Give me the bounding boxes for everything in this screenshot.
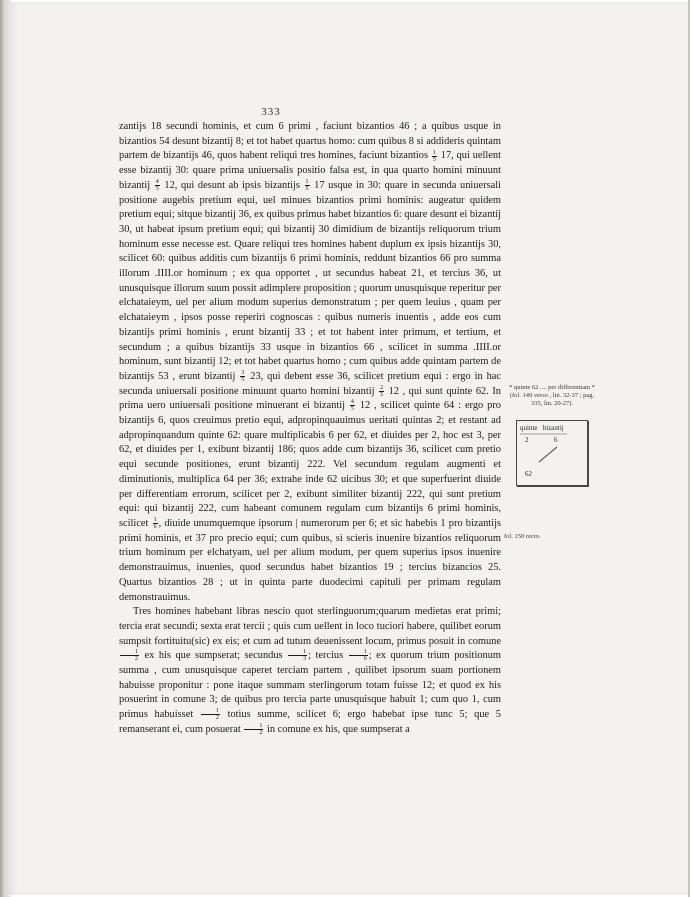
fraction: $\frac{1}{2}$ — [244, 723, 263, 736]
fraction: $\frac{2}{5}$ — [380, 384, 384, 398]
fraction: $\frac{1}{5}$ — [432, 149, 436, 163]
diagram-left-value: 2 — [525, 436, 529, 444]
main-text — [119, 120, 501, 738]
fraction: $\frac{1}{6}$ — [349, 649, 368, 662]
margin-folio-note: fol. 150 recto. — [504, 533, 541, 540]
fraction: $\frac{4}{5}$ — [155, 178, 159, 192]
fraction: $\frac{3}{5}$ — [241, 370, 245, 384]
diagram-diagonal — [539, 447, 557, 462]
fraction: $\frac{1}{3}$ — [288, 649, 307, 662]
margin-note: * quinte 62 .... per differentiam * (fol. 149 verso , lin. 32-37 ; pag. 335, lin. 20-27). — [509, 384, 595, 407]
paragraph-2: Tres homines habebant libras nescio quot sterlinguorum;quarum medietas erat primi; tercia erat secundi; sexta erat tercii ; quis cum uellent in loco tuciori habere, quilibet eorum sumpsit fortituitu(sic) ex eis; et cum ad tutum deuenissent locum, primus posuit in comune $\frac{1}{2}$ ex his que sumpserat; secundus $\frac{1}{3}$ ; tercius $\frac{1}{6}$ ; ex quorum trium positionum summa , cum unusquisque caperet terciam partem , quilibet ipsorum suam portionem habuisse proponitur : pone itaque summam sterlingorum totam fuisse 12; et quod ex his posuerint in comune 3; de quibus pro tercia parte unusquisque habuit 1; cum quo 1, cum primus habuisset $\frac{1}{2}$ totius summe, scilicet 6; ergo habebat ipse tunc 5; que 5 remanserant ei, cum posuerat $\frac{1}{2}$ in comune ex his, que sumpserat a — [119, 606, 502, 736]
page-number: 333 — [261, 106, 281, 118]
marginal-diagram — [516, 420, 588, 486]
diagram-bottom-value: 62 — [525, 470, 532, 478]
book-binding — [0, 0, 11, 897]
fraction: $\frac{1}{6}$ — [153, 517, 157, 531]
fraction: $\frac{1}{5}$ — [305, 178, 309, 192]
fraction: $\frac{1}{2}$ — [201, 708, 220, 721]
diagram-right-value: 6 — [554, 436, 558, 444]
paragraph-1: zantijs 18 secundi hominis, et cum 6 primi , faciunt bizantios 46 ; a quibus usque in bizantios 54 desunt bizantij 8; et tot habet quartus homo: cum quibus 8 si addideris quintam partem de bizantijs 46, quos habent reliqui tres homines, faciunt bizantios $\frac{1}{5}$ 17, qui uellent esse bizantij 30: quare prima uniuersalis positio falsa est, in qua quarto homini minuunt bizantij $\frac{4}{5}$ 12, qui desunt ab ipsis bizantijs $\frac{1}{5}$ 17 usque in 30: quare in secunda uniuersali positione augebis pretium equi, uel minues bizantios primi hominis: augeatur quidem pretium equi; sitque bizantij 36, ex quibus primus habet bizantios 6: quare desunt ei bizantij 30, ut habeat ipsum pretium equi; qui bizantij 30 dimidium de bizantijs reliquorum trium hominum esse necesse est. Quare reliqui tres homines habent duplum ex ipsis bizantijs 30, scilicet 60: quibus additis cum bizantijs 6 primi hominis, reddunt bizantios 66 pro summa illorum .IIII.or hominum ; ex qua opportet , ut secundus habeat 21, et tercius 36, ut unusquisque illorum suum possit adimplere proposition ; quorum unusquisque reperitur per elchataieym, uel per alium modum superius demonstratum ; per quem leuius , quam per elchataieym , ipsos posse reperiri cognoscas : quibus numeris inuentis , adde eos cum bizantijs primi hominis , erunt bizantij 33 ; et tot habent inter primum, et tertium, et secundum ; a quibus bizantijs 33 usque in bizantios 66 , scilicet in summa .IIII.or hominum, sunt bizantij 12; et tot habet quartus homo ; cum quibus adde quintam partem de bizantijs 53 , erunt bizantij $\frac{3}{5}$ 23, qui debent esse 36, scilicet pretium equi : ergo in hac secunda uniuersali positione minuunt quarto homini bizantij $\frac{2}{5}$ 12 , qui sunt quinte 62. In prima uero uniuersali positione minuerant ei bizantij $\frac{4}{5}$ 12 , scilicet quinte 64 : ergo pro bizantijs 6, quos creuimus pretio equi, adpropinquauimus ueritati quintas 2; et restant ad adpropinquandum quinte 62: quare multiplicabis 6 per 62, et diuides per 2, hoc est 3, per 62, et diuides per 1, exibunt bizantij 186; quos adde cum bizantijs 36, scilicet cum pretio equi secunde positiones, erunt bizantij 222. Vel secundum regulam augmenti et diminutionis, multiplica 64 per 36; extrahe inde 62 uicibus 30; et que superfuerint diuide per differentiam errorum, scilicet per 2, exibunt similiter bizantij 222, qui sunt pretium equi: qui bizantij 222, cum habeant comunem regulam cum bizantijs 6 primi hominis, scilicet $\frac{1}{6}$ , diuide unumquemque ipsorum | numerorum per 6; et sic habebis 1 pro bizantijs primi hominis, et 37 pro precio equi; cum quibus, si scieris inuenire bizantios reliquorum trium hominum per elchatyam, uel per alium modum, per quem superius ipsos inuenire demonstrauimus, inuenies, quod secundus habet bizantios 19 ; tercius bizancios 25. Quartus bizantios 28 ; ut in quinta parte duodecimi capituli per primam regulam demonstrauimus. — [119, 121, 502, 603]
fraction: $\frac{1}{2}$ — [120, 649, 139, 662]
diagram-header: quinte bizantij — [520, 424, 564, 432]
fraction: $\frac{4}{5}$ — [350, 399, 354, 413]
